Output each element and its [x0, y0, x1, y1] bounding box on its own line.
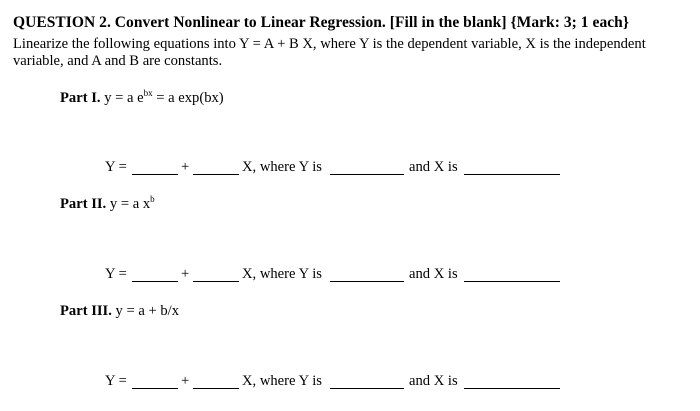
x-where-y-label: X, where Y is: [242, 159, 322, 175]
part-1-title: [60, 90, 224, 107]
instruction-line-2: variable, and A and B are constants.: [13, 53, 223, 69]
question-title: QUESTION 2. Convert Nonlinear to Linear Regression. [Fill in the blank] {Mark: 3; 1 each}: [13, 14, 630, 31]
instruction-line-1: Linearize the following equations into Y = A + B X, where Y is the dependent variable, X is the independent: [13, 36, 646, 52]
y-equals-label: Y =: [105, 159, 127, 175]
part-3-blank-b[interactable]: [193, 388, 239, 389]
part-3-fill-row: [0, 373, 700, 393]
and-x-label: and X is: [409, 373, 458, 389]
part-2-title: [60, 196, 155, 213]
part-1-blank-a[interactable]: [132, 174, 178, 175]
plus-sign: +: [181, 159, 190, 175]
part-3-equation: y = a + b/x: [115, 303, 180, 319]
part-1-fill-row: [0, 159, 700, 179]
part-1-blank-y[interactable]: [330, 174, 404, 175]
part-3-blank-x[interactable]: [464, 388, 560, 389]
part-2-blank-y[interactable]: [330, 281, 404, 282]
part-2-blank-x[interactable]: [464, 281, 560, 282]
part-3-blank-a[interactable]: [132, 388, 178, 389]
part-2-equation: y = a $x^b$: [109, 194, 155, 212]
plus-sign: +: [181, 266, 190, 282]
part-3-label: Part III.: [60, 303, 112, 319]
x-where-y-label: X, where Y is: [242, 373, 322, 389]
y-equals-label: Y =: [105, 373, 127, 389]
and-x-label: and X is: [409, 266, 458, 282]
part-2-blank-b[interactable]: [193, 281, 239, 282]
part-1-blank-b[interactable]: [193, 174, 239, 175]
plus-sign: +: [181, 373, 190, 389]
and-x-label: and X is: [409, 159, 458, 175]
part-2-label: Part II.: [60, 196, 107, 212]
part-2-blank-a[interactable]: [132, 281, 178, 282]
part-3-blank-y[interactable]: [330, 388, 404, 389]
part-1-label: Part I.: [60, 90, 101, 106]
part-1-blank-x[interactable]: [464, 174, 560, 175]
part-1-equation: y = a $e^{bx} = a$ exp(bx): [104, 88, 224, 106]
part-2-fill-row: [0, 266, 700, 286]
part-3-title: [60, 303, 179, 320]
y-equals-label: Y =: [105, 266, 127, 282]
x-where-y-label: X, where Y is: [242, 266, 322, 282]
question-instructions: [13, 36, 693, 70]
